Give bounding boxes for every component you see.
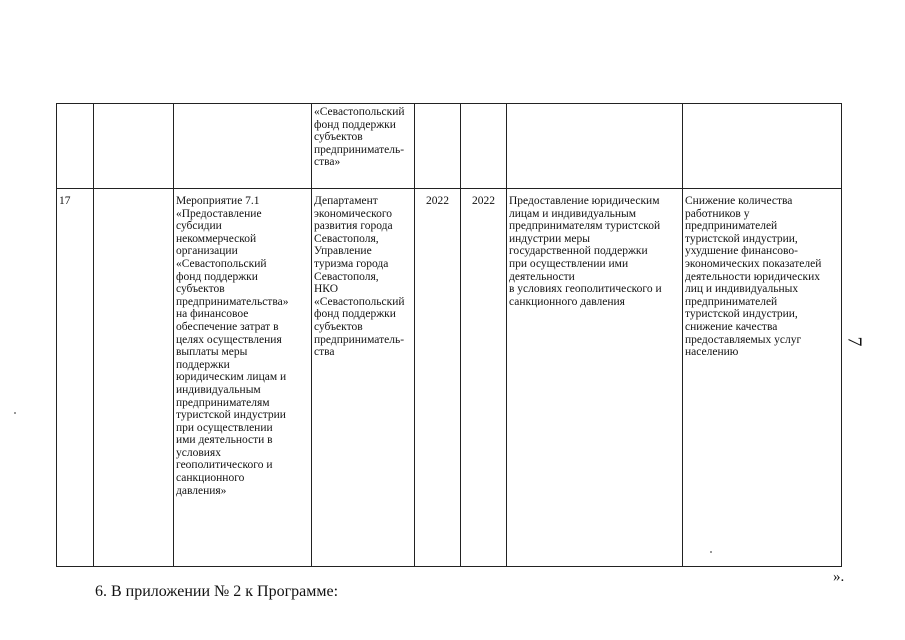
text-line: развития города [314,220,393,233]
text-line: обеспечение затрат в [176,320,279,333]
text-line: субсидии [176,220,222,233]
cell-responsible [312,189,415,567]
text-line: на финансовое [176,308,249,321]
text-line: фонд поддержки [314,118,396,131]
text-line: предпринимателей [685,220,778,233]
text-line: предпринимателям [176,396,270,409]
text-line: туристской индустрии [176,409,286,422]
text-line: предпринимателей [685,295,778,308]
text-line: Мероприятие 7.1 [176,195,260,207]
text-line: предприниматель- [314,333,405,346]
text-line: субъектов [176,283,225,296]
text-line: организации [176,245,238,258]
text-line: «Севастопольский [176,257,267,270]
cell-number-empty [57,104,94,189]
text-line: Снижение количества [685,195,793,207]
cell-result [507,189,683,567]
text-line: при осуществлении [176,421,273,434]
cell-responsible [312,104,415,189]
text-line: при осуществлении ими [509,257,629,270]
text-line: фонд поддержки [314,308,396,321]
text-line: Севастополя, [314,270,379,283]
cell-event [174,189,312,567]
text-line: фонд поддержки [176,270,258,283]
end-year: 2022 [461,189,507,567]
text-line: геополитического и [176,459,273,472]
text-line: индивидуальным [176,383,261,396]
cell-empty [94,189,174,567]
text-line: туристской индустрии, [685,308,798,321]
table-row-continuation [57,104,842,189]
text-line: работников у [685,207,750,220]
start-year: 2022 [415,189,461,567]
text-line: туризма города [314,257,389,270]
text-line: ими деятельности в [176,434,273,447]
text-line: субъектов [314,131,363,144]
text-line: предпринимательства» [176,295,289,308]
text-line: предоставляемых услуг [685,333,802,346]
text-line: НКО [314,283,338,296]
text-line: лицам и индивидуальным [509,207,637,220]
text-line: юридическим лицам и [176,371,287,384]
text-line: лиц и индивидуальных [685,283,799,296]
text-line: экономического [314,207,393,220]
text-line: некоммерческой [176,232,257,245]
text-line: индустрии меры [509,232,590,245]
text-line: «Предоставление [176,207,262,220]
text-line: «Севастопольский [314,106,405,118]
text-line: выплаты меры [176,346,248,359]
cell-event-empty [174,104,312,189]
text-line: снижение качества [685,320,778,333]
table-row-17 [57,189,842,567]
text-line: деятельности юридических [685,270,820,283]
text-line: Севастополя, [314,232,379,245]
text-line: государственной поддержки [509,245,648,258]
text-line: предпринимателям туристской [509,220,661,233]
footer-text: 6. В приложении № 2 к Программе: [95,583,339,600]
text-line: Управление [314,245,372,258]
text-line: туристской индустрии, [685,232,798,245]
scan-speck [14,412,16,414]
text-line: давления» [176,484,227,497]
page-number: 7 [843,336,866,347]
text-line: экономических показателей [685,257,822,270]
text-line: поддержки [176,358,230,371]
text-line: в условиях геополитического и [509,283,662,296]
text-line: Предоставление юридическим [509,195,660,207]
cell-consequences-empty [683,104,842,189]
cell-consequences [683,189,842,567]
text-line: субъектов [314,320,363,333]
text-line: ства» [314,156,341,169]
text-line: предприниматель- [314,143,405,156]
cell-start-empty [415,104,461,189]
text-line: Департамент [314,195,378,207]
cell-empty [94,104,174,189]
text-line: населению [685,346,739,359]
text-line: санкционного [176,472,245,485]
cell-result-empty [507,104,683,189]
scan-speck [710,551,712,553]
text-line: деятельности [509,270,575,283]
closing-quote: ». [833,569,845,585]
text-line: ухудшение финансово- [685,245,798,258]
program-table [56,103,842,567]
text-line: условиях [176,446,221,459]
text-line: «Севастопольский [314,295,405,308]
row-number: 17 [57,189,94,567]
text-line: ства [314,346,335,359]
cell-end-empty [461,104,507,189]
text-line: санкционного давления [509,295,625,308]
text-line: целях осуществления [176,333,282,346]
